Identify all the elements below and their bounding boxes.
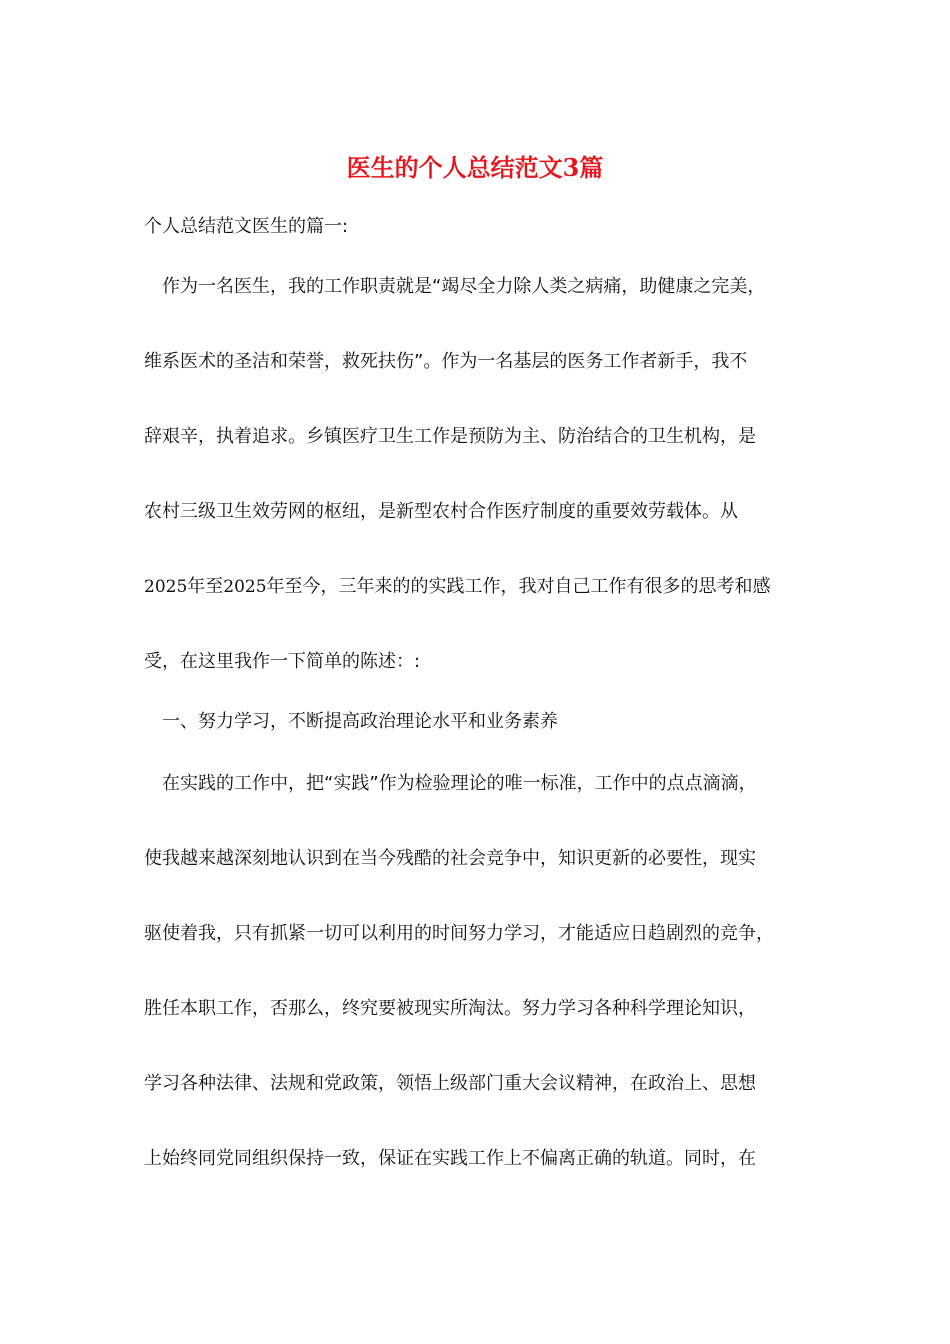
- year-text: 年至今，: [266, 576, 339, 597]
- paragraph-line: 作为一名医生，我的工作职责就是“竭尽全力除人类之病痛，助健康之完美，: [162, 276, 766, 297]
- year-line-rest: 三年来的的实践工作，我对自己工作有很多的思考和感: [338, 576, 771, 597]
- paragraph-line: 农村三级卫生效劳网的枢纽，是新型农村合作医疗制度的重要效劳载体。从: [144, 501, 738, 522]
- paragraph-line: 使我越来越深刻地认识到在当今残酷的社会竞争中，知识更新的必要性，现实: [144, 848, 756, 869]
- paragraph-line: 辞艰辛，执着追求。乡镇医疗卫生工作是预防为主、防治结合的卫生机构，是: [144, 426, 756, 447]
- year-number: 2025: [144, 577, 188, 597]
- paragraph-line: 上始终同党同组织保持一致，保证在实践工作上不偏离正确的轨道。同时，在: [144, 1148, 756, 1169]
- paragraph-line: 学习各种法律、法规和党政策，领悟上级部门重大会议精神，在政治上、思想: [144, 1073, 756, 1094]
- paragraph-line: 维系医术的圣洁和荣誉，救死扶伤”。作为一名基层的医务工作者新手，我不: [144, 351, 748, 372]
- paragraph-line: 受，在这里我作一下简单的陈述：:: [144, 651, 421, 672]
- document-title: 医生的个人总结范文3篇: [346, 153, 604, 182]
- paragraph-line: 驱使着我，只有抓紧一切可以利用的时间努力学习，才能适应日趋剧烈的竞争，: [144, 923, 774, 944]
- paragraph-line: 胜任本职工作，否那么，终究要被现实所淘汰。努力学习各种科学理论知识，: [144, 998, 756, 1019]
- year-number: 2025: [223, 577, 267, 597]
- section-heading: 个人总结范文医生的篇一:: [144, 216, 349, 237]
- paragraph-line: 在实践的工作中，把“实践”作为检验理论的唯一标准，工作中的点点滴滴，: [162, 773, 757, 794]
- year-text: 年至: [187, 576, 224, 597]
- paragraph-line-year: [144, 574, 824, 600]
- subsection-heading: 一、努力学习，不断提高政治理论水平和业务素养: [162, 711, 558, 732]
